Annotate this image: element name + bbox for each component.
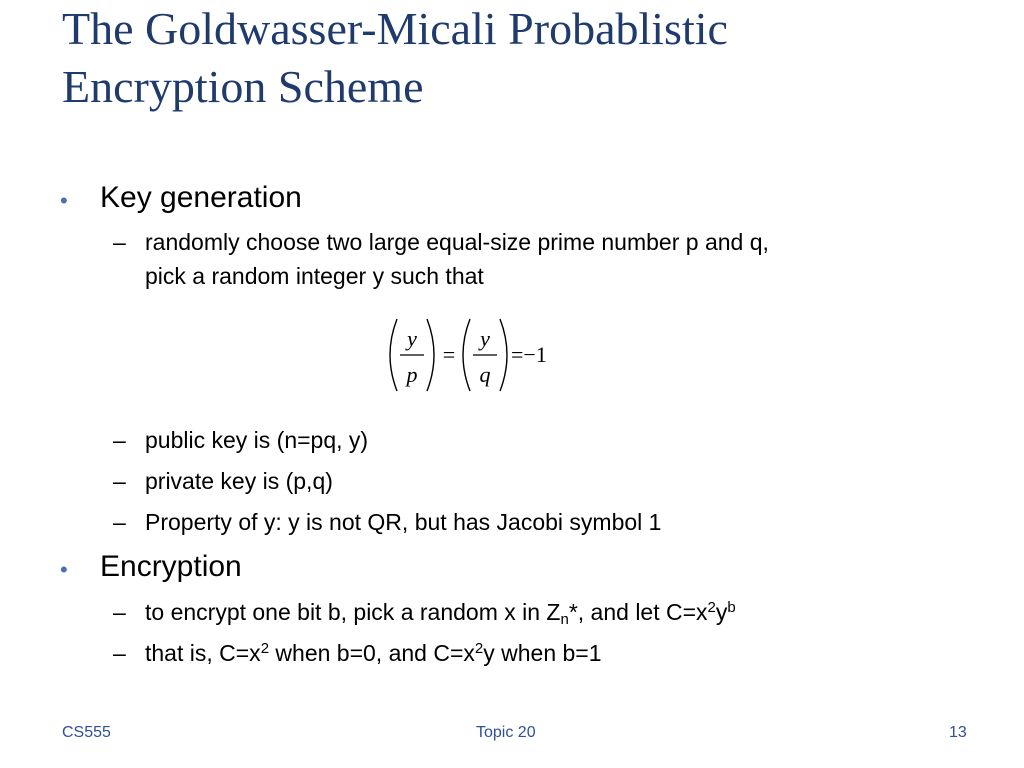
cases-part-a: that is, C=x	[145, 640, 261, 666]
public-key-text: public key is (n=pq, y)	[145, 427, 369, 453]
dash-icon: –	[113, 599, 126, 625]
jacobi-formula	[383, 315, 563, 395]
dash-icon: –	[113, 509, 126, 535]
dash-icon: –	[113, 468, 126, 494]
slide-title	[62, 0, 1002, 116]
encrypt-bit-part-b: *, and let C=x	[568, 599, 708, 625]
encrypt-bit-part-c: y	[715, 599, 728, 625]
encrypt-bit-part-a: to encrypt one bit b, pick a random x in Z	[145, 599, 561, 625]
property-y-text: Property of y: y is not QR, but has Jacobi symbol 1	[145, 509, 662, 535]
formula-equals: =	[442, 342, 456, 367]
formula-num-2: y	[480, 326, 490, 351]
bullet-icon: •	[60, 557, 68, 582]
key-generation-heading: Key generation	[100, 181, 302, 214]
encryption-heading: Encryption	[100, 550, 242, 583]
formula-num-1: y	[407, 326, 417, 351]
private-key-text: private key is (p,q)	[145, 468, 333, 494]
superscript-b: b	[727, 599, 736, 616]
footer-page-number: 13	[949, 724, 967, 741]
cases-text	[145, 637, 602, 670]
subscript-n: n	[560, 611, 569, 628]
dash-icon: –	[113, 640, 126, 666]
superscript-2: 2	[474, 640, 484, 657]
superscript-2: 2	[707, 599, 716, 616]
choose-primes-line-1: randomly choose two large equal-size prime number p and q,	[145, 229, 769, 255]
dash-icon: –	[113, 427, 126, 453]
formula-rhs: =−1	[511, 342, 547, 367]
cases-part-b: when b=0, and C=x	[269, 640, 475, 666]
formula-den-1: p	[406, 362, 418, 387]
cases-part-c: y when b=1	[483, 640, 602, 666]
footer-topic: Topic 20	[476, 724, 536, 741]
dash-icon: –	[113, 229, 126, 255]
slide-title-line-1: The Goldwasser-Micali Probablistic	[62, 3, 728, 54]
choose-primes-line-2: pick a random integer y such that	[145, 263, 484, 289]
slide-title-line-2: Encryption Scheme	[62, 61, 424, 112]
formula-den-2: q	[479, 362, 491, 387]
superscript-2: 2	[260, 640, 270, 657]
encrypt-bit-text	[145, 596, 736, 629]
bullet-icon: •	[60, 188, 68, 213]
footer-course: CS555	[62, 724, 111, 741]
